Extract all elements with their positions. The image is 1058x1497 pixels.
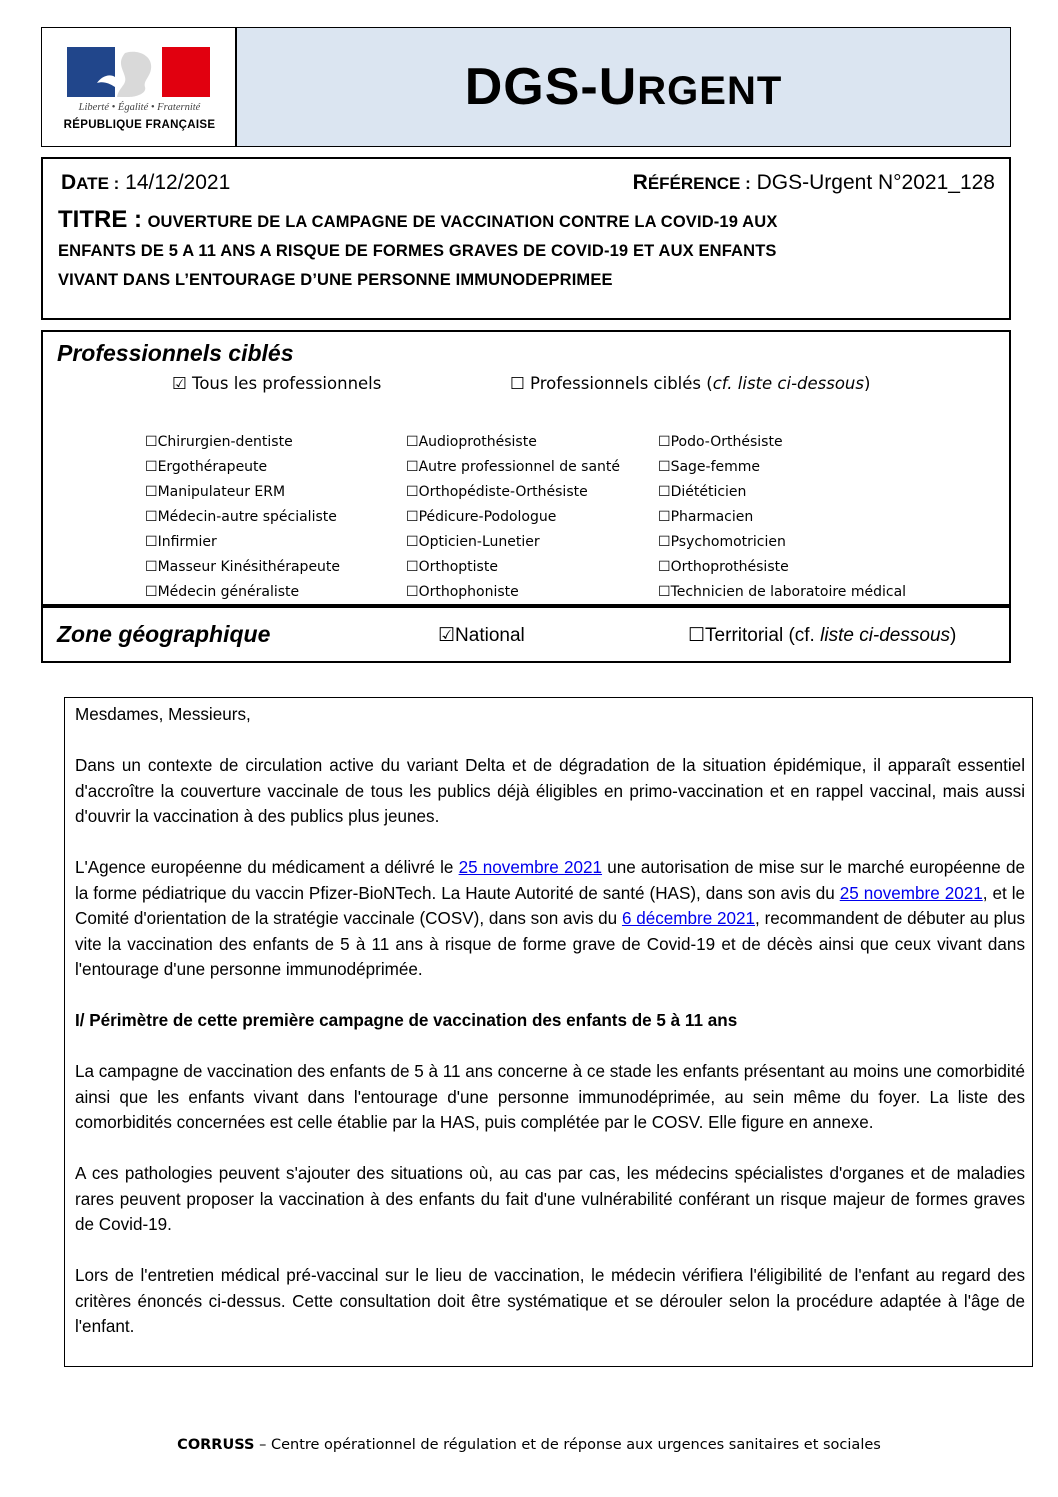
document-meta	[41, 157, 1011, 320]
professions-column-1	[145, 430, 405, 605]
profession-checkbox[interactable]: ☐Diététicien	[658, 484, 747, 500]
profession-checkbox[interactable]: ☐Chirurgien-dentiste	[145, 434, 293, 450]
targeted-professionals-checkbox[interactable]: ☐ Professionnels ciblés (cf. liste ci-dessous)	[510, 374, 871, 393]
date-value: 14/12/2021	[125, 171, 231, 194]
cosv-avis-link[interactable]: 6 décembre 2021	[621, 909, 756, 928]
all-professionals-checkbox[interactable]: ☑ Tous les professionnels	[172, 374, 382, 393]
message-body	[64, 697, 1033, 1367]
profession-checkbox[interactable]: ☐Orthophoniste	[406, 584, 519, 600]
republic-name: RÉPUBLIQUE FRANÇAISE	[63, 119, 216, 131]
professions-column-3	[658, 430, 918, 605]
profession-checkbox[interactable]: ☐Sage-femme	[658, 459, 761, 475]
document-title-banner	[236, 27, 1011, 147]
targeted-professionals-section	[41, 330, 1011, 606]
profession-checkbox[interactable]: ☐Pédicure-Podologue	[406, 509, 557, 525]
profession-checkbox[interactable]: ☐Podo-Orthésiste	[658, 434, 783, 450]
profession-checkbox[interactable]: ☐Infirmier	[145, 534, 217, 550]
date-line: DATE : 14/12/2021	[61, 171, 231, 194]
has-avis-link[interactable]: 25 novembre 2021	[839, 883, 983, 903]
territorial-checkbox[interactable]: ☐Territorial (cf. liste ci-dessous)	[688, 625, 957, 646]
greeting: Mesdames, Messieurs,	[75, 705, 251, 724]
section-title-zone: Zone géographique	[57, 621, 271, 647]
profession-checkbox[interactable]: ☐Opticien-Lunetier	[406, 534, 540, 550]
profession-checkbox[interactable]: ☐Orthoptiste	[406, 559, 498, 575]
professions-column-2	[406, 430, 666, 605]
profession-checkbox[interactable]: ☐Médecin-autre spécialiste	[145, 509, 337, 525]
profession-checkbox[interactable]: ☐Masseur Kinésithérapeute	[145, 559, 341, 575]
profession-checkbox[interactable]: ☐Médecin généraliste	[145, 584, 300, 600]
national-checkbox[interactable]: ☑National	[438, 625, 525, 646]
profession-checkbox[interactable]: ☐Autre professionnel de santé	[406, 459, 620, 475]
profession-checkbox[interactable]: ☐Orthoprothésiste	[658, 559, 789, 575]
profession-checkbox[interactable]: ☐Psychomotricien	[658, 534, 786, 550]
geographic-zone-section	[41, 606, 1011, 663]
section-title-professionals: Professionnels ciblés	[57, 340, 294, 366]
paragraph: Lors de l'entretien médical pré-vaccinal sur le lieu de vaccination, le médecin vérifiera l'éligibilité de l'enfant au regard des critères énoncés ci-dessus. Cette consultation doit être systématique et se dérouler selon la procédure adaptée à l'âge de l'enfant.	[75, 1266, 1025, 1336]
profession-checkbox[interactable]: ☐Audioprothésiste	[406, 434, 537, 450]
ema-link[interactable]: 25 novembre 2021	[458, 858, 603, 877]
profession-checkbox[interactable]: ☐Ergothérapeute	[145, 459, 268, 475]
paragraph: La campagne de vaccination des enfants de 5 à 11 ans concerne à ce stade les enfants présentant au moins une comorbidité ainsi que les enfants vivant dans l'entourage d'une personne immunodéprimée, au sein même du foyer. La liste des comorbidités concernées est celle établie par la HAS, puis complétée par le COSV. Elle figure en annexe.	[75, 1062, 1025, 1132]
page-footer: CORRUSS – Centre opérationnel de régulation et de réponse aux urgences sanitaires et sociales	[177, 1437, 881, 1453]
paragraph: Dans un contexte de circulation active du variant Delta et de dégradation de la situation épidémique, il apparaît essentiel d'accroître la couverture vaccinale de tous les publics déjà éligibles en primo-vaccination et en rappel vaccinal, mais aussi d'ouvrir la vaccination à des publics plus jeunes.	[75, 756, 1025, 826]
profession-checkbox[interactable]: ☐Orthopédiste-Orthésiste	[406, 484, 588, 500]
profession-checkbox[interactable]: ☐Technicien de laboratoire médical	[658, 584, 907, 600]
paragraph: A ces pathologies peuvent s'ajouter des situations où, au cas par cas, les médecins spécialistes d'organes et de maladies rares peuvent proposer la vaccination à des enfants du fait d'une vulnérabilité conférant un risque majeur de formes graves de Covid-19.	[75, 1164, 1025, 1234]
republic-logo	[41, 27, 236, 147]
document-subject: TITRE : OUVERTURE DE LA CAMPAGNE DE VACCINATION CONTRE LA COVID-19 AUX ENFANTS DE 5 A 11 ANS A RISQUE DE FORMES GRAVES DE COVID-19 ET AUX ENFANTS VIVANT DANS L’ENTOURAGE D’UNE PERSONNE IMMUNODEPRIMEE	[58, 206, 778, 289]
profession-checkbox[interactable]: ☐Manipulateur ERM	[145, 484, 286, 500]
reference-line: RÉFÉRENCE : DGS-Urgent N°2021_128	[632, 171, 995, 194]
reference-value: DGS-Urgent N°2021_128	[756, 171, 995, 194]
document-title: DGS-URGENT	[464, 58, 783, 116]
section-heading: I/ Périmètre de cette première campagne de vaccination des enfants de 5 à 11 ans	[75, 1011, 738, 1030]
profession-checkbox[interactable]: ☐Pharmacien	[658, 509, 754, 525]
republic-motto: Liberté • Égalité • Fraternité	[78, 102, 201, 113]
paragraph: L'Agence européenne du médicament a délivré le 25 novembre 2021 une autorisation de mise sur le marché européenne de la forme pédiatrique du vaccin Pfizer-BioNTech. La Haute Autorité de santé (HAS), dans son avis du 25 novembre 2021, et le Comité d'orientation de la stratégie vaccinale (COSV), dans son avis du 6 décembre 2021, recommandent de débuter au plus vite la vaccination des enfants de 5 à 11 ans à risque de forme grave de Covid-19 et de décès ainsi que ceux vivant dans l'entourage d'une personne immunodéprimée.	[75, 858, 1026, 979]
